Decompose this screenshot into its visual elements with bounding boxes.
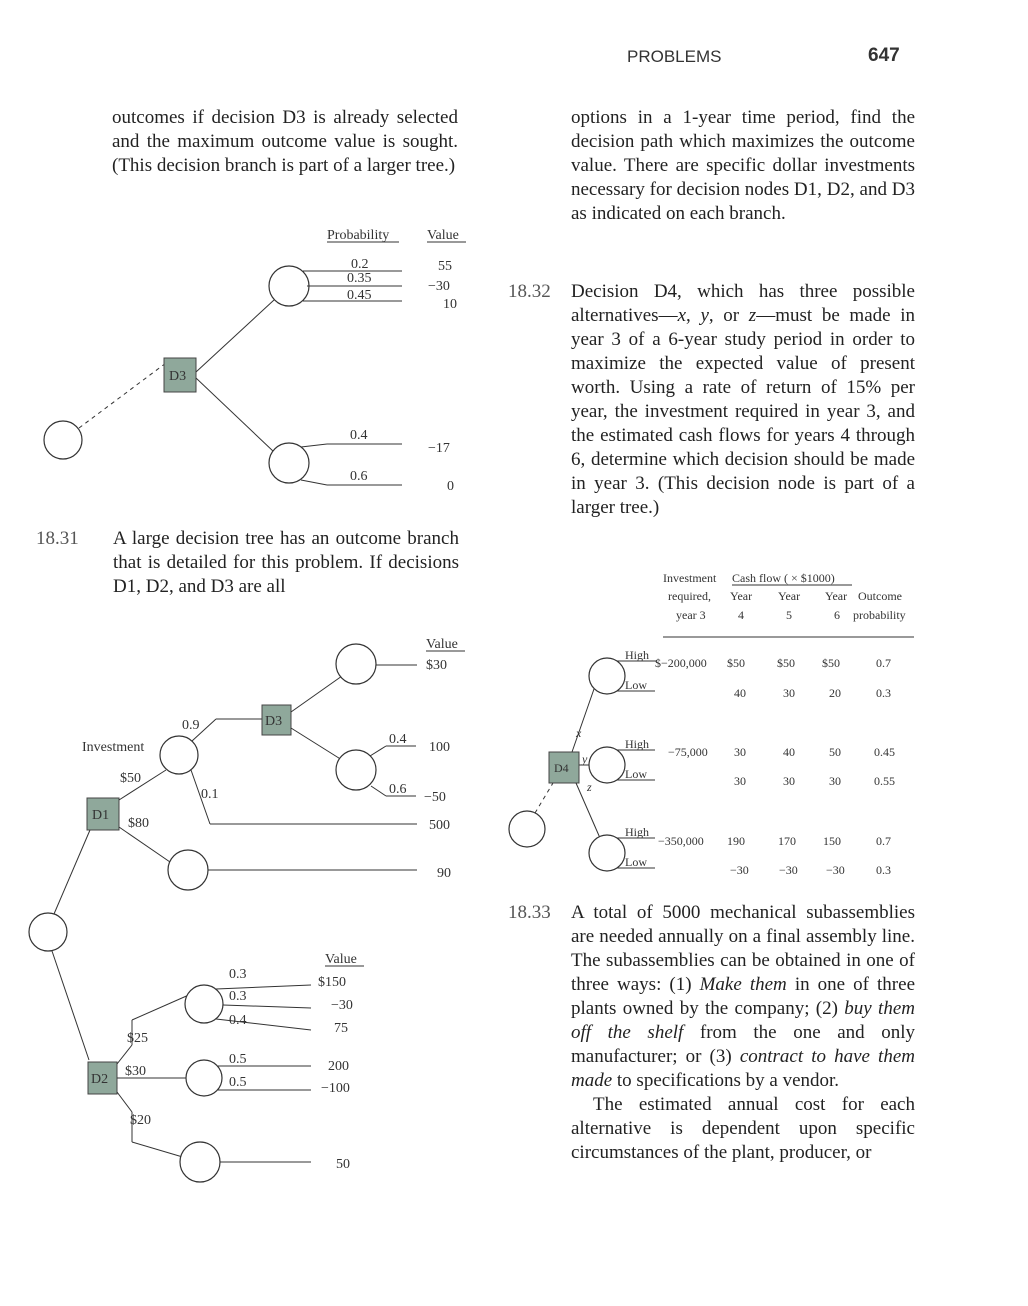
table-cell-2-low-6: 30 — [829, 774, 841, 788]
table-cell-3-low-6: −30 — [826, 863, 845, 877]
problem-18-33-text: A total of 5000 mechanical subassemblies are needed annually on a final assembly line. The subassemblies can be obtained in one of three ways: (1) Make them in one of three plants owned by the company; (2) buy them off the shelf from the one and only manufacturer; or (3) contract to have them made to specifications by a vendor. The estimated annual cost for each alternative is dependent upon specific circumstances of the plant, producer, or — [571, 902, 915, 1163]
problem-number-18-33: 18.33 — [508, 902, 551, 923]
fig2-chance-node-50 — [160, 736, 198, 774]
fig2-value-500: 500 — [429, 818, 450, 833]
right-top-paragraph: options in a 1-year time period, find the decision path which maximizes the outcome value. There are specific dollar investments necessary for decision nodes D1, D2, and D3 as indicated on each branch. — [571, 107, 915, 224]
table-chance-node-x — [589, 658, 625, 694]
table-cell-2-high-prob: 0.45 — [874, 745, 895, 759]
table-cell-2-low-4: 30 — [734, 774, 746, 788]
figure-1-d3-tree — [44, 228, 466, 494]
table-var-y: y — [582, 752, 588, 766]
table-chance-node-z — [589, 835, 625, 871]
fig2-inv-50: $50 — [120, 771, 141, 786]
fig3-value-a-2: −30 — [331, 998, 353, 1013]
fig2-value-100: 100 — [429, 740, 450, 755]
fig2-chance-node-d3-upper — [336, 644, 376, 684]
problem-18-32-text: Decision D4, which has three possible alternatives—x, y, or z—must be made in year 3 of a 6-year study period in order to maximize the expected value of present worth. Using a rate of return of 15% per year, the investment required in year 3, and the estimated cash flows for years 4 through 6, determine which decision should be made in year 3. (This decision node is part of a larger tree.) — [571, 281, 916, 518]
table-cell-3-high-6: 150 — [823, 834, 841, 848]
table-cell-3-high-5: 170 — [778, 834, 796, 848]
fig1-value-header: Value — [427, 228, 459, 243]
table-d4-label: D4 — [554, 761, 569, 775]
fig3-prob-b-2: 0.5 — [229, 1075, 247, 1090]
table-cell-3-high-4: 190 — [727, 834, 745, 848]
table-low-y: Low — [625, 767, 647, 781]
figure-3-d4-table — [509, 571, 914, 877]
table-header-5: 5 — [786, 608, 792, 622]
fig2-inv-25: $25 — [127, 1031, 148, 1046]
fig1-chance-node-lower — [269, 443, 309, 483]
table-cell-1-high-prob: 0.7 — [876, 656, 891, 670]
table-low-x: Low — [625, 678, 647, 692]
fig2-d1-label: D1 — [92, 808, 110, 823]
fig3-value-b-1: 200 — [328, 1059, 349, 1074]
left-top-paragraph: outcomes if decision D3 is already selected and the maximum outcome value is sought. (This decision branch is part of a larger tree.) — [112, 107, 458, 176]
fig2-chance-node-80 — [168, 850, 208, 890]
table-low-z: Low — [625, 855, 647, 869]
fig2-d2-label: D2 — [91, 1072, 109, 1087]
table-inv-row-2: −75,000 — [668, 745, 708, 759]
fig1-value-lower-1: −17 — [428, 441, 450, 456]
fig2-value-header: Value — [426, 637, 458, 652]
fig1-value-upper-1: 55 — [438, 259, 452, 274]
fig1-prob-lower-1: 0.4 — [350, 428, 368, 443]
table-header-6: 6 — [834, 608, 840, 622]
table-header-year-4: Year — [730, 589, 753, 603]
running-header-title: PROBLEMS — [627, 47, 722, 66]
table-header-investment: Investment — [663, 571, 717, 585]
fig3-value-header: Value — [325, 952, 357, 967]
table-cell-1-low-6: 20 — [829, 686, 841, 700]
page-number: 647 — [868, 45, 900, 66]
fig2-investment-label: Investment — [82, 740, 145, 755]
figure-2-decision-tree — [29, 637, 465, 1060]
table-high-y: High — [625, 737, 649, 751]
table-cell-2-high-4: 30 — [734, 745, 746, 759]
table-var-x: x — [576, 726, 582, 740]
table-cell-3-low-prob: 0.3 — [876, 863, 891, 877]
fig3-value-b-2: −100 — [321, 1081, 350, 1096]
table-high-z: High — [625, 825, 649, 839]
table-high-x: High — [625, 648, 649, 662]
table-cell-1-low-prob: 0.3 — [876, 686, 891, 700]
table-header-required: required, — [668, 589, 711, 603]
table-cell-1-high-4: $50 — [727, 656, 745, 670]
fig3-value-a-1: $150 — [318, 975, 346, 990]
fig2-inv-30: $30 — [125, 1064, 146, 1079]
fig2-value-minus-50: −50 — [424, 790, 446, 805]
fig1-prob-upper-1: 0.2 — [351, 257, 369, 272]
table-header-year-5: Year — [778, 589, 801, 603]
fig3-prob-a-1: 0.3 — [229, 967, 247, 982]
table-inv-row-3: −350,000 — [658, 834, 704, 848]
fig1-value-upper-3: 10 — [443, 297, 457, 312]
table-cell-3-high-prob: 0.7 — [876, 834, 891, 848]
table-root-chance-node — [509, 811, 545, 847]
fig2-d3-label: D3 — [265, 714, 283, 729]
fig1-prob-lower-2: 0.6 — [350, 469, 368, 484]
fig1-prob-upper-2: 0.35 — [347, 271, 372, 286]
table-cell-1-low-5: 30 — [783, 686, 795, 700]
table-cell-3-low-5: −30 — [779, 863, 798, 877]
fig2-prob-09: 0.9 — [182, 718, 200, 733]
fig2-value-90: 90 — [437, 866, 451, 881]
fig1-probability-header: Probability — [327, 228, 390, 243]
table-cell-1-high-6: $50 — [822, 656, 840, 670]
table-cell-3-low-4: −30 — [730, 863, 749, 877]
fig1-value-upper-2: −30 — [428, 279, 450, 294]
fig1-value-lower-2: 0 — [447, 479, 454, 494]
table-chance-node-y — [589, 747, 625, 783]
table-header-year-6: Year — [825, 589, 848, 603]
fig2-prob-04: 0.4 — [389, 732, 407, 747]
table-inv-row-1: $−200,000 — [655, 656, 707, 670]
table-header-4: 4 — [738, 608, 744, 622]
table-header-cashflow: Cash flow ( × $1000) — [732, 571, 835, 585]
table-cell-1-high-5: $50 — [777, 656, 795, 670]
table-var-z: z — [587, 780, 592, 794]
problem-number-18-32: 18.32 — [508, 281, 551, 302]
fig2-prob-01: 0.1 — [201, 787, 219, 802]
table-header-outcome: Outcome — [858, 589, 902, 603]
fig2-prob-06: 0.6 — [389, 782, 407, 797]
problem-number-18-31: 18.31 — [36, 528, 79, 549]
table-cell-2-low-5: 30 — [783, 774, 795, 788]
fig2-inv-80: $80 — [128, 816, 149, 831]
fig1-d3-label: D3 — [169, 369, 187, 384]
table-cell-1-low-4: 40 — [734, 686, 746, 700]
fig3-value-c: 50 — [336, 1157, 350, 1172]
fig2-root-chance-node — [29, 913, 67, 951]
fig1-chance-node-upper — [269, 266, 309, 306]
problem-18-31-text: A large decision tree has an outcome branch that is detailed for this problem. If decisions D1, D2, and D3 are all — [113, 528, 459, 597]
fig2-value-30: $30 — [426, 658, 447, 673]
table-cell-2-high-5: 40 — [783, 745, 795, 759]
fig2-chance-node-25 — [185, 985, 223, 1023]
fig3-prob-a-2: 0.3 — [229, 989, 247, 1004]
table-cell-2-high-6: 50 — [829, 745, 841, 759]
fig2-chance-node-20 — [180, 1142, 220, 1182]
table-cell-2-low-prob: 0.55 — [874, 774, 895, 788]
fig2-chance-node-30 — [186, 1060, 222, 1096]
figure-2-d2-branch — [88, 952, 364, 1182]
fig3-prob-a-3: 0.4 — [229, 1013, 247, 1028]
fig3-value-a-3: 75 — [334, 1021, 348, 1036]
fig3-prob-b-1: 0.5 — [229, 1052, 247, 1067]
table-header-probability: probability — [853, 608, 906, 622]
fig2-inv-20: $20 — [130, 1113, 151, 1128]
table-header-year3: year 3 — [676, 608, 706, 622]
fig1-root-chance-node — [44, 421, 82, 459]
fig1-prob-upper-3: 0.45 — [347, 288, 372, 303]
